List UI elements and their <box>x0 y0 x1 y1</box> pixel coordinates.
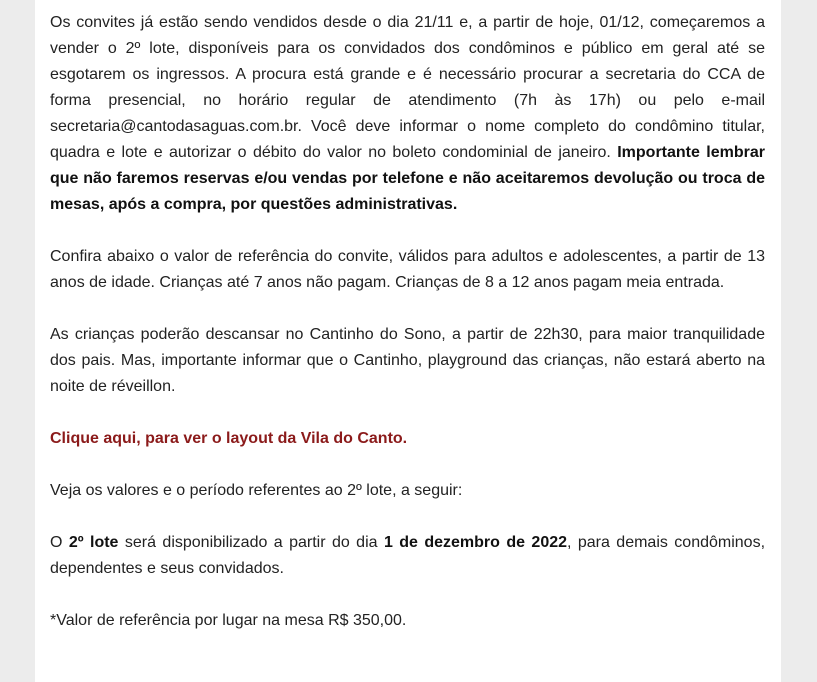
lote-text-1: O <box>50 534 69 551</box>
sales-info-important-note: Importante lembrar que não faremos reservas e/ou vendas por telefone e não aceitaremos devolução ou troca de mesas, após a compra, por questões administrativas. <box>50 144 765 213</box>
sales-info-text: Os convites já estão sendo vendidos desde o dia 21/11 e, a partir de hoje, 01/12, começaremos a vender o 2º lote, disponíveis para os convidados dos condôminos e público em geral até se esgotarem os ingressos. A procura está grande e é necessário procurar a secretaria do CCA de forma presencial, no horário regular de atendimento (7h às 17h) ou pelo e-mail secretaria@cantodasaguas.com.br. Você deve informar o nome completo do condômino titular, quadra e lote e autorizar o débito do valor no boleto condominial de janeiro. <box>50 14 765 161</box>
paragraph-layout-link <box>50 426 765 452</box>
paragraph-cantinho-do-sono: As crianças poderão descansar no Cantinho do Sono, a partir de 22h30, para maior tranquilidade dos pais. Mas, importante informar que o Cantinho, playground das crianças, não estará aberto na noite de réveillon. <box>50 326 765 395</box>
lote-date: 1 de dezembro de 2022 <box>383 534 568 551</box>
article-content <box>35 0 781 682</box>
paragraph-lote-intro: Veja os valores e o período referentes ao 2º lote, a seguir: <box>50 482 463 499</box>
paragraph-lote-details <box>50 530 765 582</box>
lote-text-3: , para demais condôminos, dependentes e seus convidados. <box>50 534 766 577</box>
paragraph-price-value: *Valor de referência por lugar na mesa R$ 350,00. <box>50 612 407 629</box>
lote-text-2: será disponibilizado a partir do dia <box>118 534 384 551</box>
paragraph-price-reference: Confira abaixo o valor de referência do convite, válidos para adultos e adolescentes, a partir de 13 anos de idade. Crianças até 7 anos não pagam. Crianças de 8 a 12 anos pagam meia entrada. <box>50 248 765 291</box>
paragraph-sales-info <box>50 10 765 218</box>
lote-number: 2º lote <box>68 534 119 551</box>
layout-vila-do-canto-link[interactable]: Clique aqui, para ver o layout da Vila do Canto. <box>50 430 408 447</box>
